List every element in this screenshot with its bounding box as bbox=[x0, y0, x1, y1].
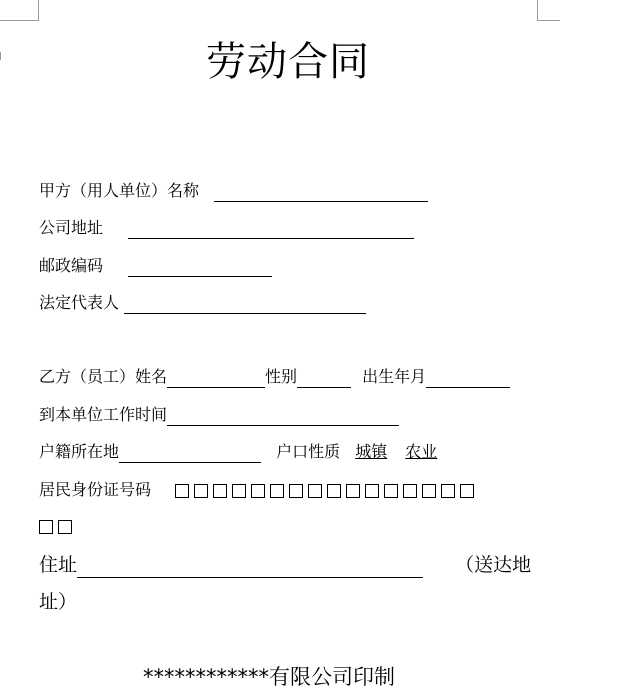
id-number-row bbox=[39, 479, 479, 501]
party-a-name-label: 甲方（用人单位）名称 bbox=[39, 181, 200, 200]
id-number-boxes[interactable] bbox=[175, 480, 479, 502]
hukou-place-label: 户籍所在地 bbox=[39, 442, 120, 461]
hukou-place-field[interactable] bbox=[119, 444, 261, 463]
id-digit-box[interactable] bbox=[403, 484, 417, 498]
id-digit-box[interactable] bbox=[365, 484, 379, 498]
company-address-label: 公司地址 bbox=[39, 218, 104, 237]
postal-code-label: 邮政编码 bbox=[39, 256, 104, 275]
document-title: 劳动合同 bbox=[206, 39, 370, 85]
id-digit-box[interactable] bbox=[194, 484, 208, 498]
crop-mark-top-left bbox=[0, 0, 39, 21]
birth-field[interactable] bbox=[426, 369, 510, 388]
id-digit-box[interactable] bbox=[58, 520, 72, 534]
address-note: （送达地 bbox=[455, 554, 532, 576]
hukou-option-urban[interactable]: 城镇 bbox=[355, 442, 388, 461]
company-address-row bbox=[39, 217, 414, 239]
start-date-row bbox=[39, 404, 399, 426]
legal-rep-row bbox=[39, 292, 366, 314]
id-digit-box[interactable] bbox=[460, 484, 474, 498]
start-date-field[interactable] bbox=[167, 407, 399, 426]
id-digit-box[interactable] bbox=[422, 484, 436, 498]
id-digit-box[interactable] bbox=[384, 484, 398, 498]
id-digit-box[interactable] bbox=[270, 484, 284, 498]
gender-label: 性别 bbox=[265, 367, 298, 386]
address-note-continued: 址） bbox=[39, 591, 78, 613]
id-digit-box[interactable] bbox=[327, 484, 341, 498]
hukou-row bbox=[39, 441, 437, 463]
id-digit-box[interactable] bbox=[175, 484, 189, 498]
id-digit-box[interactable] bbox=[232, 484, 246, 498]
company-address-field[interactable] bbox=[128, 220, 414, 239]
hukou-option-rural[interactable]: 农业 bbox=[405, 442, 438, 461]
party-b-name-field[interactable] bbox=[167, 369, 265, 388]
footer-printer: ************有限公司印制 bbox=[143, 665, 395, 689]
postal-code-field[interactable] bbox=[128, 258, 272, 277]
start-date-label: 到本单位工作时间 bbox=[39, 405, 168, 424]
id-digit-box[interactable] bbox=[441, 484, 455, 498]
id-digit-box[interactable] bbox=[346, 484, 360, 498]
id-number-row-continued bbox=[39, 515, 77, 537]
id-digit-box[interactable] bbox=[308, 484, 322, 498]
id-digit-box[interactable] bbox=[251, 484, 265, 498]
party-b-name-row bbox=[39, 366, 510, 388]
hukou-type-label: 户口性质 bbox=[276, 442, 341, 461]
id-digit-box[interactable] bbox=[39, 520, 53, 534]
legal-rep-field[interactable] bbox=[124, 295, 366, 314]
address-field[interactable] bbox=[77, 555, 423, 578]
birth-label: 出生年月 bbox=[362, 367, 427, 386]
id-digit-box[interactable] bbox=[213, 484, 227, 498]
party-b-name-label: 乙方（员工）姓名 bbox=[39, 367, 168, 386]
postal-code-row bbox=[39, 255, 272, 277]
crop-mark-top-right bbox=[537, 0, 560, 21]
address-row bbox=[39, 552, 531, 578]
party-a-name-field[interactable] bbox=[214, 183, 428, 202]
gender-field[interactable] bbox=[297, 369, 351, 388]
address-label: 住址 bbox=[39, 554, 78, 576]
party-a-name-row bbox=[39, 180, 428, 202]
id-digit-box[interactable] bbox=[289, 484, 303, 498]
id-number-label: 居民身份证号码 bbox=[39, 480, 152, 499]
address-note-row bbox=[39, 589, 77, 615]
legal-rep-label: 法定代表人 bbox=[39, 293, 120, 312]
